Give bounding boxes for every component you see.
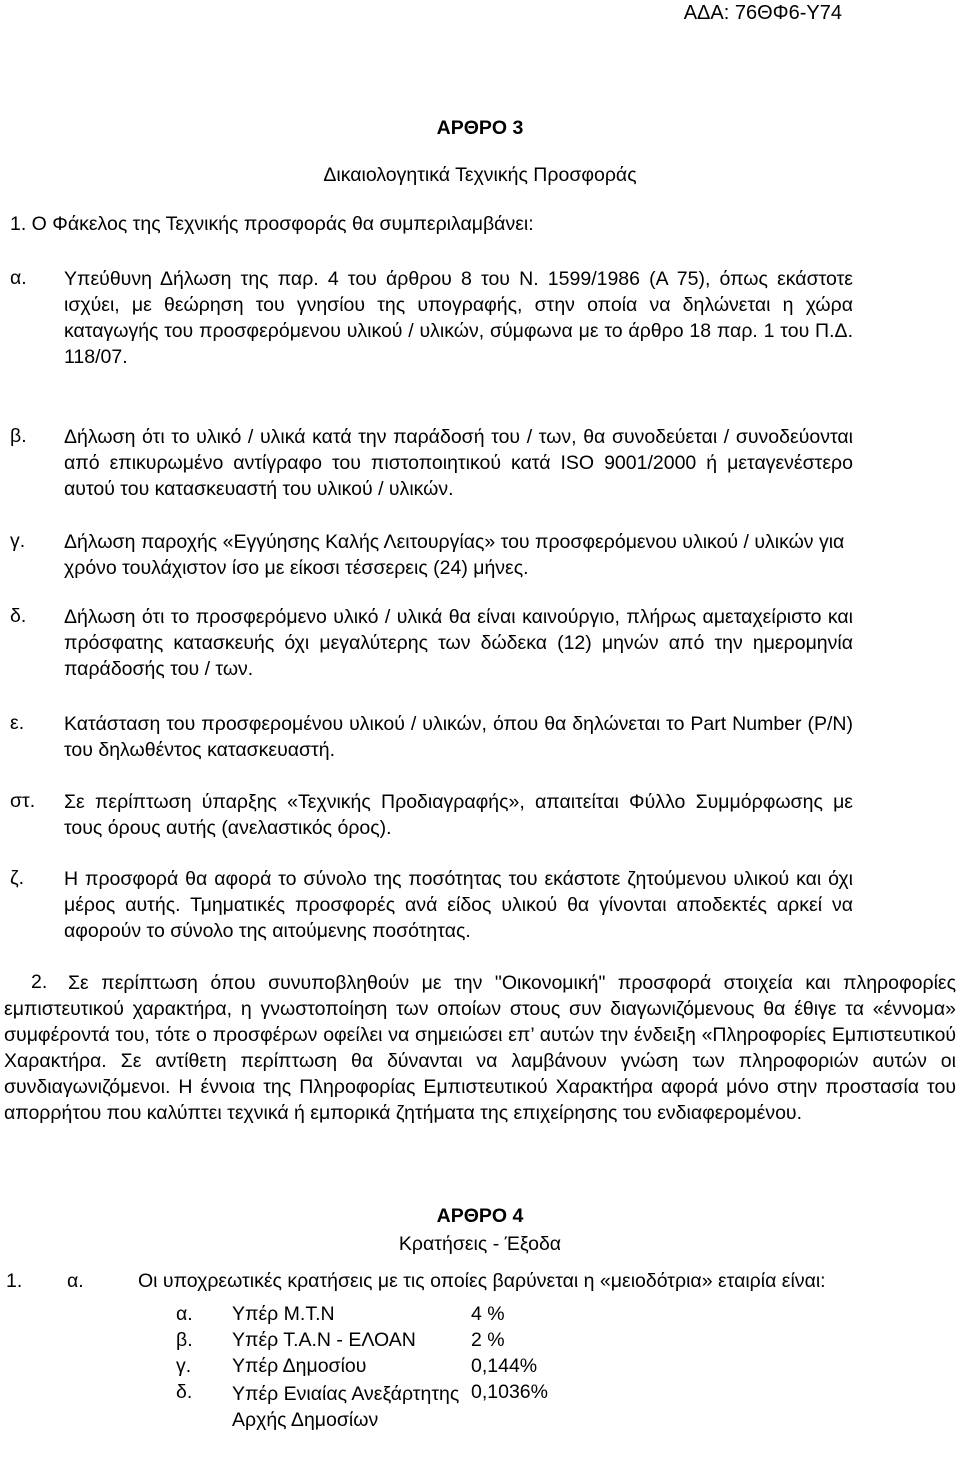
deduction-label: γ. [176, 1355, 192, 1377]
item-text: Δήλωση παροχής «Εγγύησης Καλής Λειτουργίας» του προσφερόμενου υλικού / υλικών για χρόνο τουλάχιστον ίσο με είκοσι τέσσερεις (24) μήνες. [64, 531, 845, 579]
item-text: Σε περίπτωση ύπαρξης «Τεχνικής Προδιαγραφής», απαιτείται Φύλλο Συμμόρφωσης με τους όρους αυτής (ανελαστικός όρος). [64, 791, 853, 839]
article3-point1-intro: 1. Ο Φάκελος της Τεχνικής προσφοράς θα συμπεριλαμβάνει: [10, 213, 534, 235]
point2-label: 2. [31, 971, 48, 993]
item-label: στ. [10, 790, 36, 812]
item-text: Η προσφορά θα αφορά το σύνολο της ποσότητας του εκάστοτε ζητούμενου υλικού και όχι μέρος αυτής. Τμηματικές προσφορές ανά είδος υλικού θα γίνονται αποδεκτές αρκεί να αφορούν το σύνολο της αιτούμενης ποσότητας. [64, 868, 853, 942]
item-label: δ. [10, 605, 27, 627]
item-label: ζ. [10, 867, 25, 889]
item-label: γ. [10, 530, 26, 552]
deduction-row [0, 1355, 960, 1381]
item-text: Δήλωση ότι το προσφερόμενο υλικό / υλικά θα είναι καινούργιο, πλήρως αμεταχείριστο και πρόσφατης κατασκευής όχι μεγαλύτερης των δώδεκα (12) μηνών από την ημερομηνία παράδοσής του / των. [64, 606, 853, 680]
deduction-name: Υπέρ Ενιαίας Ανεξάρτητης Αρχής Δημοσίων [232, 1383, 460, 1431]
article4-point1-num: 1. [6, 1270, 23, 1292]
point2-text: Σε περίπτωση όπου συνυποβληθούν με την "Οικονομική" προσφορά στοιχεία και πληροφορίες εμπιστευτικού χαρακτήρα, η γνωστοποίηση των οποίων στους συν διαγωνιζόμενους θα έθιγε τα «έννομα» συμφέροντά του, τότε ο προσφέρων οφείλει να σημειώσει επ’ αυτών την ένδειξη «Πληροφορίες Εμπιστευτικού Χαρακτήρα. Σε αντίθετη περίπτωση θα δύνανται να λαμβάνουν γνώση των πληροφοριών αυτών οι συνδιαγωνιζόμενοι. Η έννοια της Πληροφορίας Εμπιστευτικού Χαρακτήρα αφορά μόνο στην προστασία του απορρήτου που καλύπτει τεχνικά ή εμπορικά ζητήματα της επιχείρησης του ενδιαφερομένου. [4, 972, 956, 1124]
deduction-label: β. [176, 1329, 193, 1351]
item-text: Δήλωση ότι το υλικό / υλικά κατά την παράδοσή του / των, θα συνοδεύεται / συνοδεύονται από επικυρωμένο αντίγραφο του πιστοποιητικού κατά ISO 9001/2000 ή μεταγενέστερο αυτού του κατασκευαστή του υλικού / υλικών. [64, 426, 853, 500]
article4-title: ΑΡΘΡΟ 4 [436, 1205, 524, 1227]
deduction-value: 4 % [471, 1303, 505, 1325]
item-label: α. [10, 267, 27, 289]
article4-subtitle: Κρατήσεις - Έξοδα [398, 1233, 562, 1255]
item-text: Υπεύθυνη Δήλωση της παρ. 4 του άρθρου 8 του Ν. 1599/1986 (Α 75), όπως εκάστοτε ισχύει, με θεώρηση του γνησίου της υπογραφής, στην οποία να δηλώνεται η χώρα καταγωγής του προσφερόμενου υλικού / υλικών, σύμφωνα με το άρθρο 18 παρ. 1 του Π.Δ. 118/07. [64, 268, 853, 368]
article4-point1-label: α. [67, 1270, 84, 1292]
item-label: β. [10, 425, 27, 447]
deduction-name: Υπέρ Τ.Α.Ν - ΕΛΟΑΝ [232, 1329, 416, 1351]
deduction-row [0, 1329, 960, 1355]
deduction-value: 2 % [471, 1329, 505, 1351]
deduction-name: Υπέρ Δημοσίου [232, 1355, 367, 1377]
deduction-value: 0,1036% [471, 1381, 548, 1403]
item-text: Κατάσταση του προσφερομένου υλικού / υλικών, όπου θα δηλώνεται το Part Number (P/N) του δηλωθέντος κατασκευαστή. [64, 713, 853, 761]
ada-code: ΑΔΑ: 76ΘΦ6-Υ74 [683, 2, 842, 24]
deduction-label: δ. [176, 1381, 193, 1403]
item-label: ε. [10, 712, 25, 734]
deduction-value: 0,144% [471, 1355, 538, 1377]
article4-point1-text: Οι υποχρεωτικές κρατήσεις με τις οποίες βαρύνεται η «μειοδότρια» εταιρία είναι: [138, 1270, 826, 1292]
deduction-row [0, 1303, 960, 1329]
deduction-row [0, 1381, 960, 1461]
article3-title: ΑΡΘΡΟ 3 [436, 117, 524, 139]
deduction-name: Υπέρ Μ.Τ.Ν [232, 1303, 335, 1325]
article3-subtitle: Δικαιολογητικά Τεχνικής Προσφοράς [323, 164, 637, 186]
deduction-label: α. [176, 1303, 193, 1325]
